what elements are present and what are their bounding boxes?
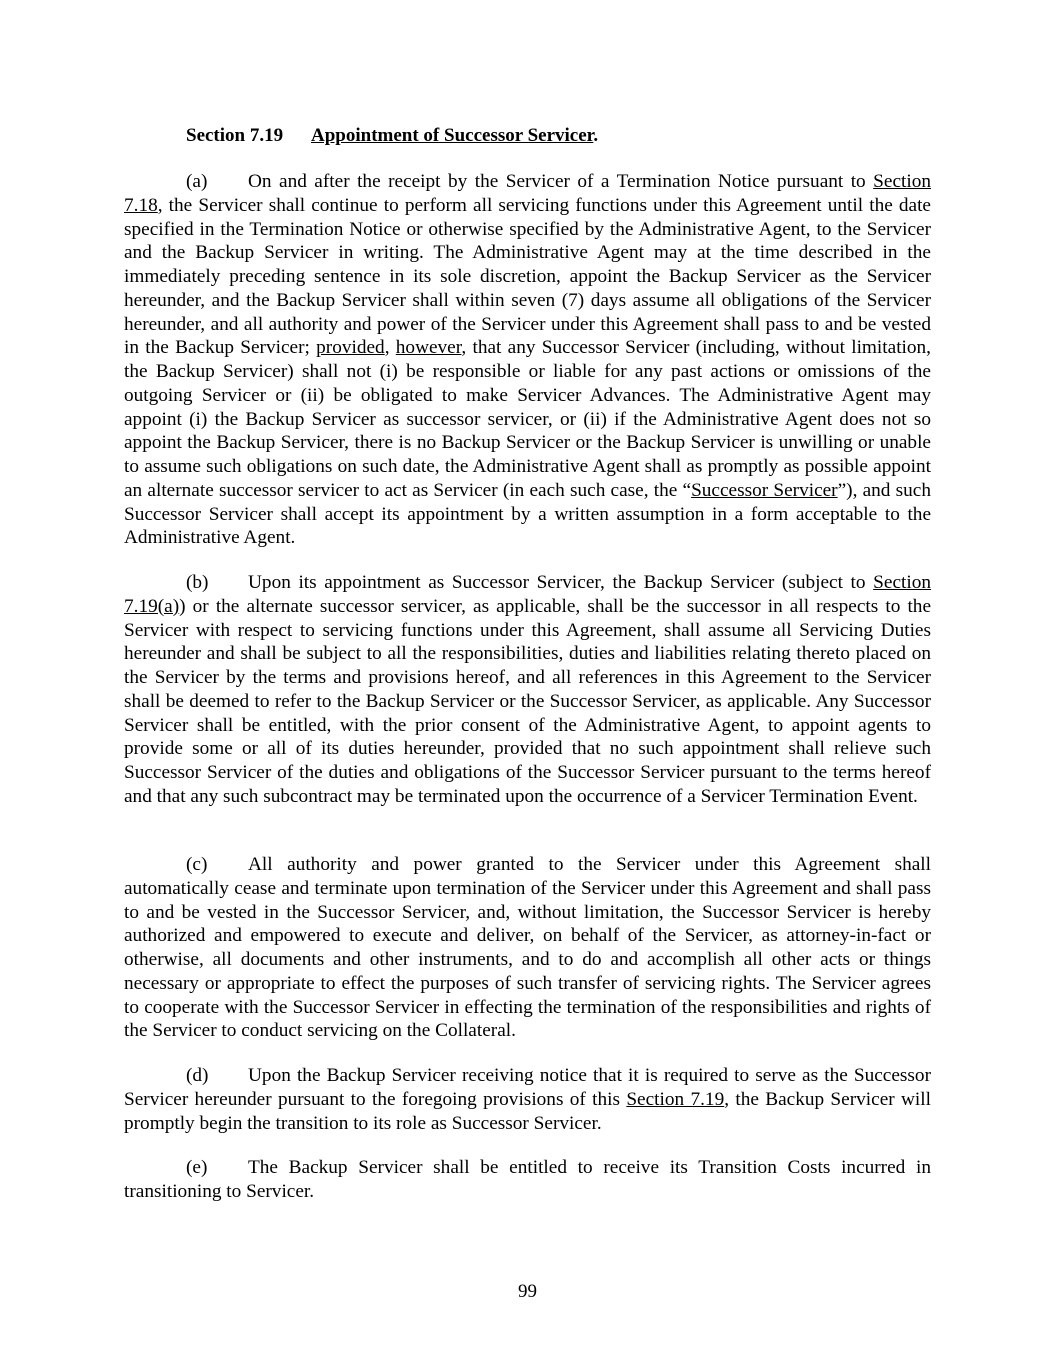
paragraph-label: (c) xyxy=(186,854,208,875)
paragraph-text: ”), and such Successor Servicer shall accept its appointment by a written assumption in a form acceptable to the Administrative Agent. xyxy=(124,479,931,549)
section-heading xyxy=(186,124,598,148)
paragraph-text: , the Servicer shall continue to perform all servicing functions under this Agreement until the date specified in the Termination Notice or otherwise specified by the Administrative Agent, to the Servicer and the Backup Servicer in writing. The Administrative Agent may at the time described in the immediately preceding sentence in its sole discretion, appoint the Backup Servicer as the Servicer hereunder, and the Backup Servicer shall within seven (7) days assume all obligations of the Servicer hereunder, and all authority and power of the Servicer under this Agreement shall pass to and be vested in the Backup Servicer; xyxy=(124,194,931,359)
paragraph-text: All authority and power granted to the Servicer under this Agreement shall automatically cease and terminate upon termination of the Servicer under this Agreement and shall pass to and be vested in the Successor Servicer, and, without limitation, the Successor Servicer is hereby authorized and empowered to execute and deliver, on behalf of the Servicer, as attorney-in-fact or otherwise, all documents and other instruments, and to do and accomplish all other acts or things necessary or appropriate to effect the purposes of such transfer of servicing rights. The Servicer agrees to cooperate with the Successor Servicer in effecting the termination of the responsibilities and rights of the Servicer to conduct servicing on the Collateral. xyxy=(124,854,931,1042)
paragraph-label: (b) xyxy=(186,572,209,593)
paragraph-a xyxy=(124,170,931,550)
provided-term: provided xyxy=(316,337,385,359)
paragraph-e xyxy=(124,1156,931,1204)
paragraph-label: (d) xyxy=(186,1065,209,1086)
paragraph-text: Upon its appointment as Successor Servicer, the Backup Servicer (subject to xyxy=(248,572,874,593)
paragraph-text: , xyxy=(384,337,396,359)
paragraph-text: Upon the Backup Servicer receiving notice that it is required to serve as the Successor Servicer hereunder pursuant to the foregoing provisions of this xyxy=(124,1065,931,1110)
paragraph-d xyxy=(124,1064,931,1135)
defined-term: Successor Servicer xyxy=(691,479,838,501)
page-number: 99 xyxy=(518,1281,537,1302)
paragraph-label: (e) xyxy=(186,1157,208,1178)
paragraph-c xyxy=(124,853,931,1043)
section-reference-link: Section 7.19 xyxy=(626,1088,725,1110)
paragraph-text: ) or the alternate successor servicer, as applicable, shall be the successor in all respects to the Servicer with respect to servicing functions under this Agreement, shall assume all Servicing Duties hereunder and shall be subject to all the responsibilities, duties and liabilities relating thereto placed on the Servicer by the terms and provisions hereof, and all references in this Agreement to the Servicer shall be deemed to refer to the Backup Servicer or the Successor Servicer, as applicable. Any Successor Servicer shall be entitled, with the prior consent of the Administrative Agent, to appoint agents to provide some or all of its duties hereunder, provided that no such appointment shall relieve such Successor Servicer of the duties and obligations of the Successor Servicer pursuant to the terms hereof and that any such subcontract may be terminated upon the occurrence of a Servicer Termination Event. xyxy=(124,595,931,807)
section-reference-link: Section 7.19(a) xyxy=(124,572,931,617)
however-term: however xyxy=(395,337,462,359)
section-reference-link: Section 7.18 xyxy=(124,171,931,216)
section-title-period: . xyxy=(593,125,599,146)
section-number: Section 7.19 xyxy=(186,125,284,146)
section-title: Appointment of Successor Servicer xyxy=(311,125,594,146)
paragraph-label: (a) xyxy=(186,171,208,192)
paragraph-b xyxy=(124,571,931,809)
paragraph-text: , the Backup Servicer will promptly begin the transition to its role as Successor Servicer. xyxy=(124,1088,931,1134)
paragraph-text: On and after the receipt by the Servicer of a Termination Notice pursuant to xyxy=(248,171,874,192)
paragraph-text: The Backup Servicer shall be entitled to receive its Transition Costs incurred in transitioning to Servicer. xyxy=(124,1157,931,1202)
paragraph-text: , that any Successor Servicer (including, without limitation, the Backup Servicer) shall not (i) be responsible or liable for any past actions or omissions of the outgoing Servicer or (ii) be obligated to make Servicer Advances. The Administrative Agent may appoint (i) the Backup Servicer as successor servicer, or (ii) if the Administrative Agent does not so appoint the Backup Servicer, there is no Backup Servicer or the Backup Servicer is unwilling or unable to assume such obligations on such date, the Administrative Agent shall as promptly as possible appoint an alternate successor servicer to act as Servicer (in each such case, the “ xyxy=(124,337,932,501)
